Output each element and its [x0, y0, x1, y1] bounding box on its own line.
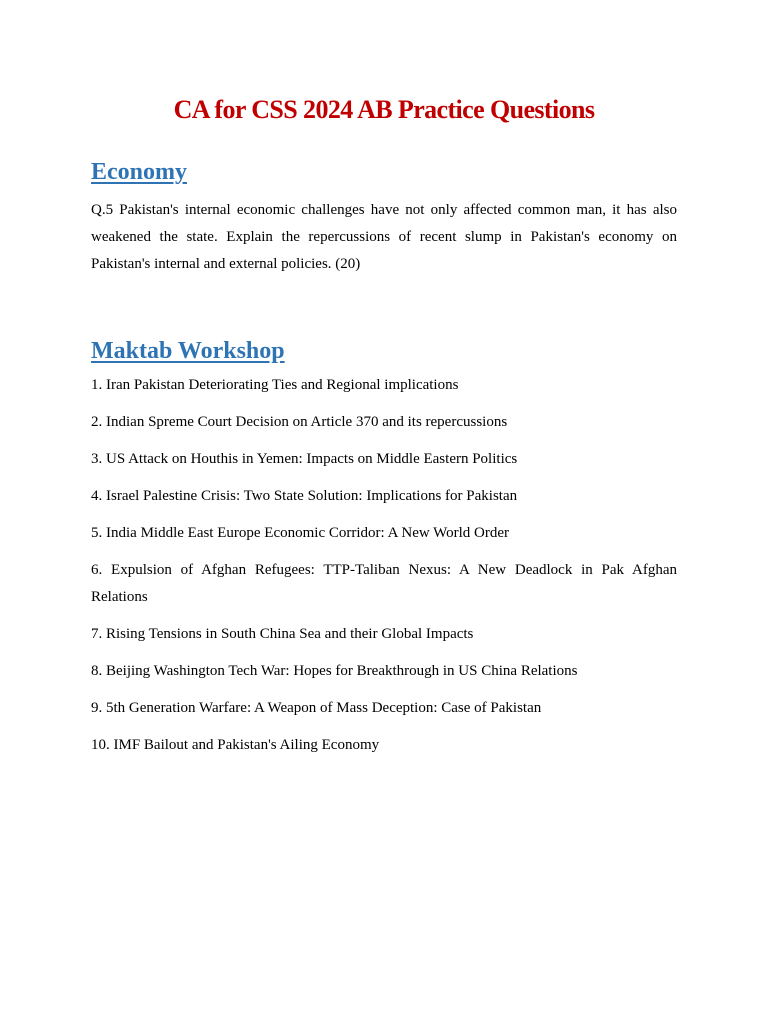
page-title: CA for CSS 2024 AB Practice Questions	[173, 95, 595, 124]
section-heading-maktab-workshop: Maktab Workshop	[91, 338, 285, 364]
list-item: 4. Israel Palestine Crisis: Two State Solution: Implications for Pakistan	[91, 488, 518, 504]
workshop-topic-list	[91, 372, 677, 759]
list-item: 7. Rising Tensions in South China Sea and their Global Impacts	[91, 626, 474, 642]
list-item: 9. 5th Generation Warfare: A Weapon of Mass Deception: Case of Pakistan	[91, 700, 542, 716]
economy-question: Q.5 Pakistan's internal economic challenges have not only affected common man, it has also weakened the state. Explain the repercussions of recent slump in Pakistan's economy on Pakistan's internal and external policies. (20)	[91, 202, 677, 272]
list-item: 3. US Attack on Houthis in Yemen: Impacts on Middle Eastern Politics	[91, 451, 518, 467]
list-item: 2. Indian Spreme Court Decision on Article 370 and its repercussions	[91, 414, 508, 430]
section-heading-economy: Economy	[91, 159, 187, 185]
list-item: 1. Iran Pakistan Deteriorating Ties and Regional implications	[91, 377, 459, 393]
list-item: 8. Beijing Washington Tech War: Hopes for Breakthrough in US China Relations	[91, 663, 578, 679]
list-item: 6. Expulsion of Afghan Refugees: TTP-Taliban Nexus: A New Deadlock in Pak Afghan Relations	[91, 562, 677, 605]
list-item: 5. India Middle East Europe Economic Corridor: A New World Order	[91, 525, 510, 541]
list-item: 10. IMF Bailout and Pakistan's Ailing Economy	[91, 737, 380, 753]
